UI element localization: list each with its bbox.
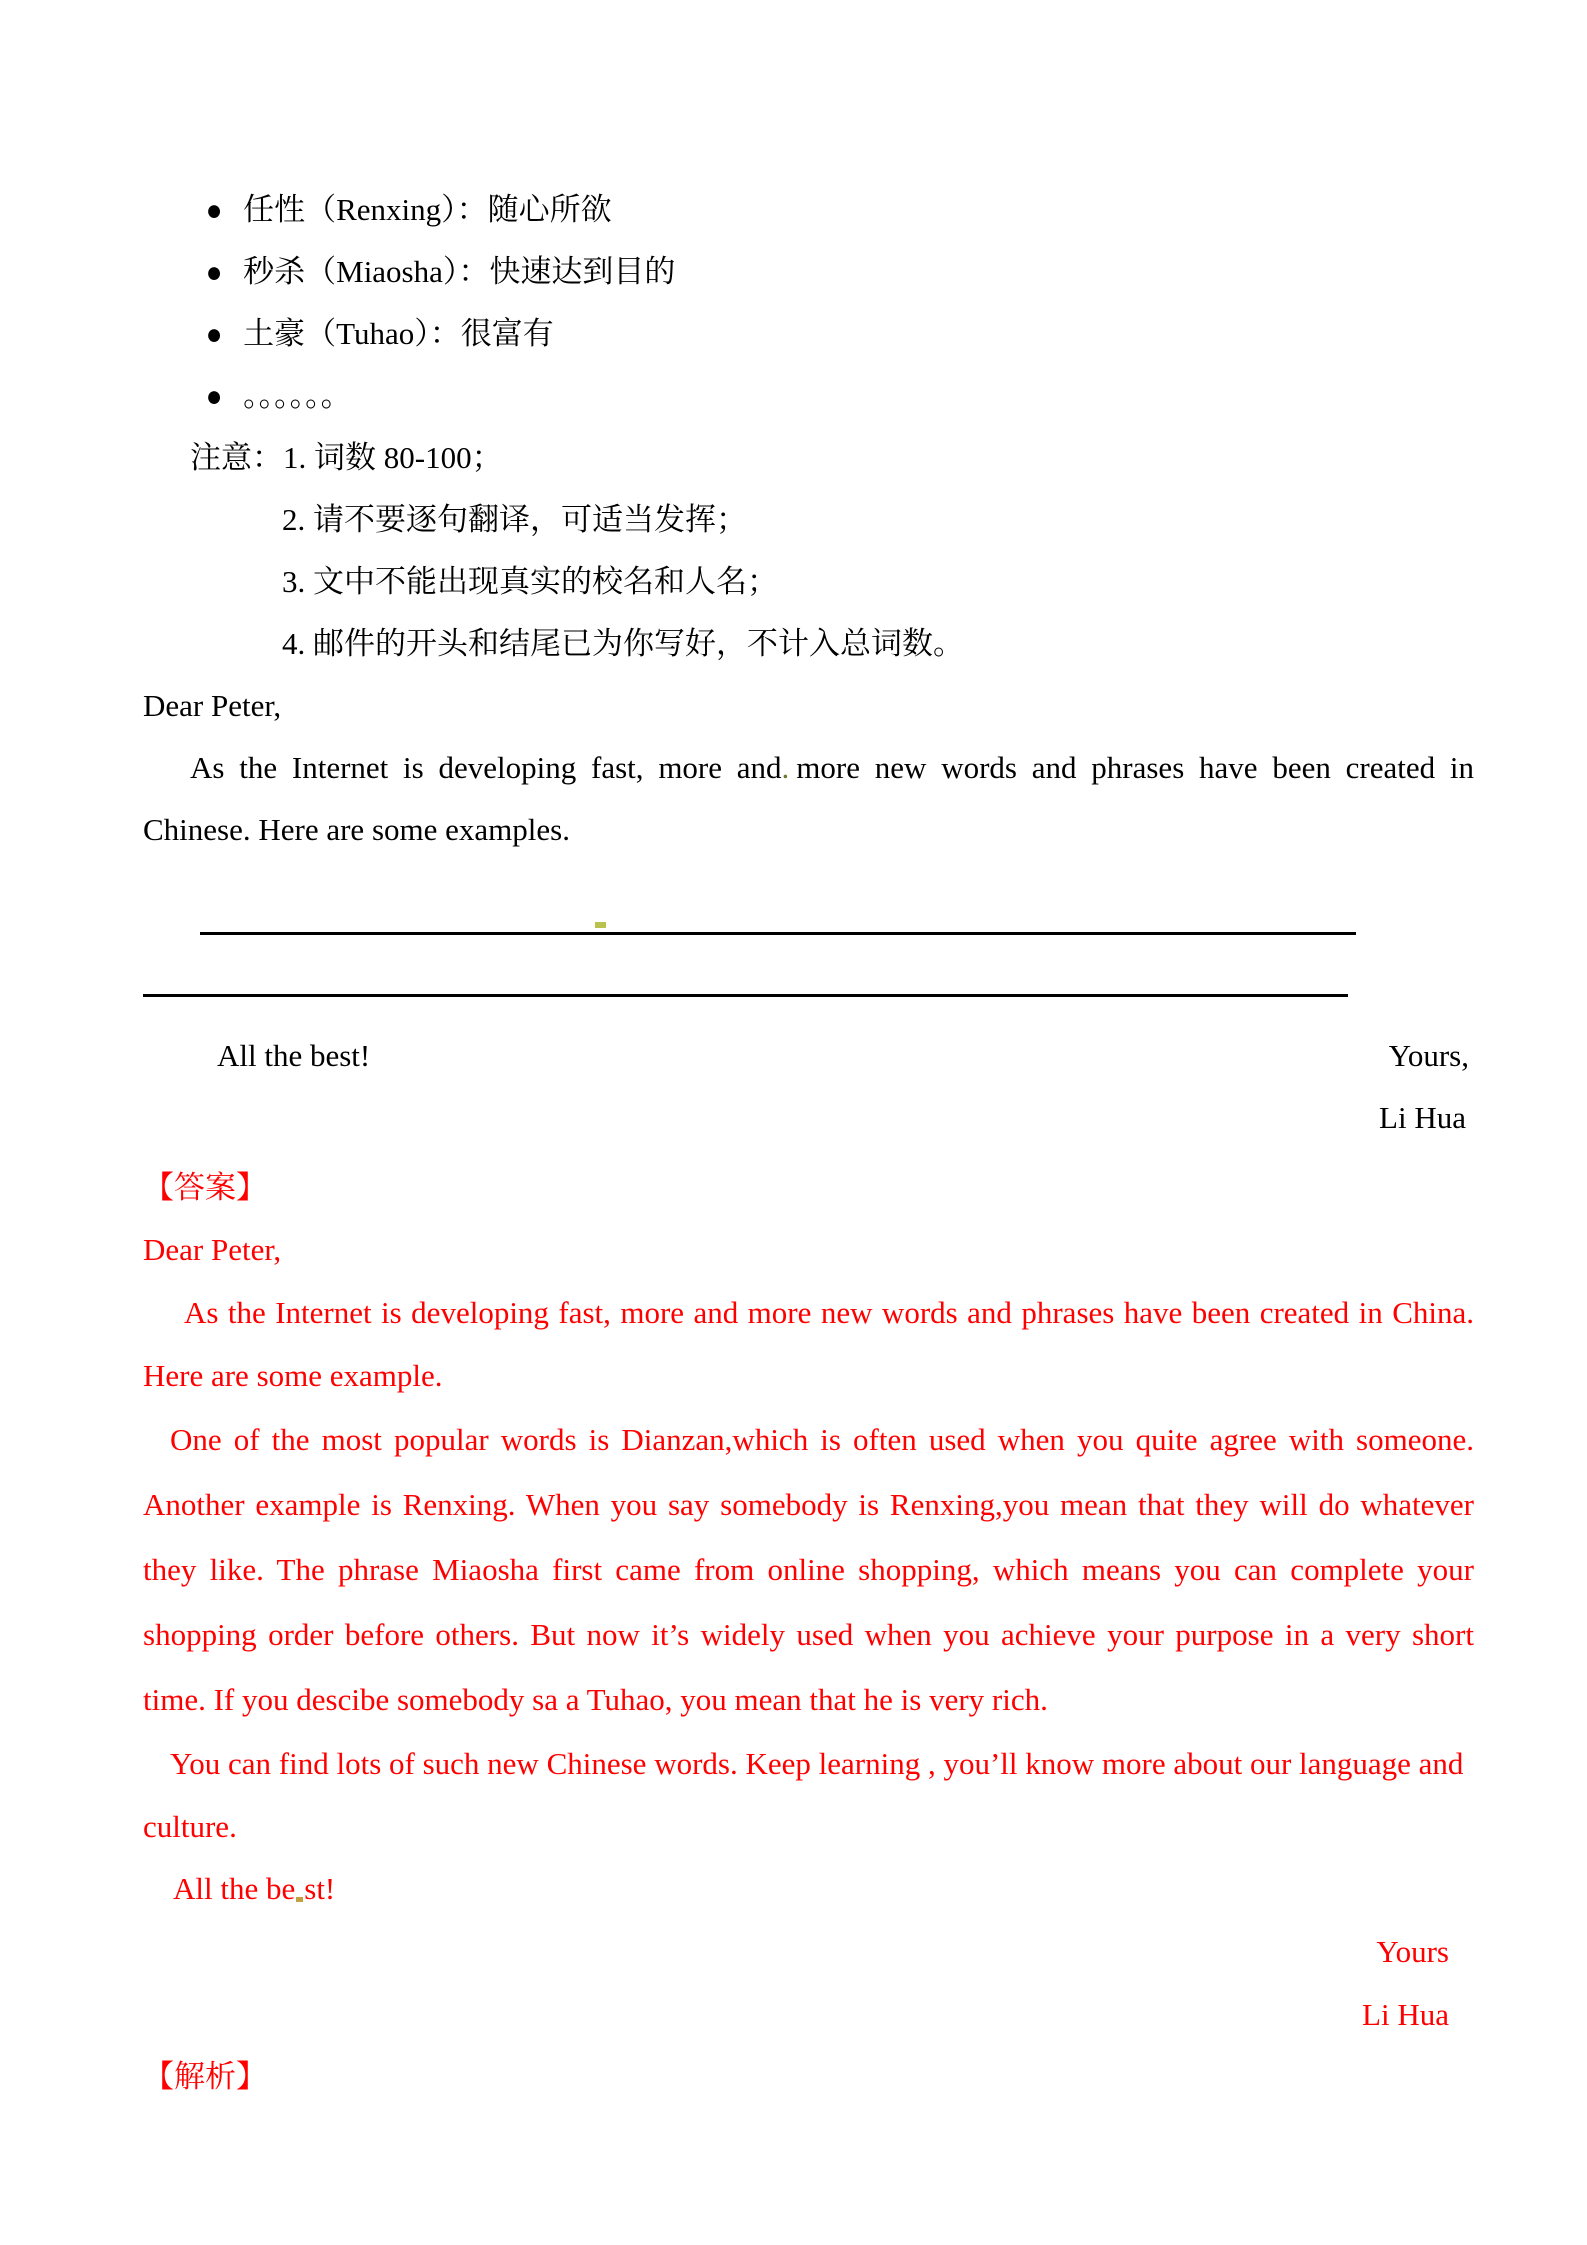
letter-body-text: more new words and phrases have been created in Chinese. Here are some examples. [143,750,1474,847]
answer-header: 【答案】 [143,1170,267,1205]
notes-section [143,427,1474,675]
answer-yours: Yours [1376,1934,1449,1969]
note-line [143,427,1474,489]
note-text: 1. 词数 80-100； [283,440,503,475]
letter-closing-row [143,1025,1474,1087]
vocab-text: 土豪（Tuhao）：很富有 [243,316,554,351]
vocab-text: 秒杀（Miaosha）：快速达到目的 [243,254,676,289]
list-item [205,179,1474,241]
analysis-header: 【解析】 [143,2059,267,2094]
letter-salutation: Dear Peter, [143,688,282,723]
stray-mark [595,922,606,928]
answer-blank-line [143,935,1348,997]
vocab-text: 任性（Renxing）：随心所欲 [243,192,612,227]
bullet-icon: ● [205,194,223,227]
stray-dot: . [781,750,790,785]
letter-closing: All the best! [217,1038,371,1073]
letter-body-text: As the Internet is developing fast, more and [190,750,782,785]
answer-paragraph: As the Internet is developing fast, more and more new words and phrases have been created in China. Here are some example. [143,1295,1474,1393]
answer-signature: Li Hua [1362,1997,1449,2032]
answer-blank-line [200,873,1356,935]
letter-signature: Li Hua [1379,1100,1466,1135]
list-item [205,303,1474,365]
letter-yours: Yours, [1388,1038,1469,1073]
answer-closing-text: st! [304,1871,336,1906]
stray-mark [296,1897,303,1902]
notes-label: 注意： [190,440,283,475]
answer-paragraph: You can find lots of such new Chinese words. Keep learning , you’ll know more about our language and culture. [143,1746,1464,1844]
answer-closing [143,1858,1474,1920]
answer-closing-text: All the be [173,1871,296,1906]
note-line: 3. 文中不能出现真实的校名和人名； [282,564,778,599]
bullet-icon: ● [205,380,223,413]
list-item [205,241,1474,303]
list-item [205,365,1474,427]
vocab-text: 。。。。。。 [243,378,352,413]
letter-body [143,737,1474,861]
answer-salutation: Dear Peter, [143,1232,282,1267]
answer-section [143,1157,1474,2046]
vocab-list [143,179,1474,427]
bullet-icon: ● [205,318,223,351]
bullet-icon: ● [205,256,223,289]
note-line: 4. 邮件的开头和结尾已为你写好，不计入总词数。 [282,626,964,661]
answer-paragraph: One of the most popular words is Dianzan,which is often used when you quite agree with someone. Another example is Renxing. When you say somebody is Renxing,you mean that they will do whatever they like. The phrase Miaosha first came from online shopping, which means you can complete your shopping order before others. But now it’s widely used when you achieve your purpose in a very short time. If you descibe somebody sa a Tuhao, you mean that he is very rich. [143,1422,1474,1717]
note-line: 2. 请不要逐句翻译，可适当发挥； [282,502,747,537]
letter-template [143,675,1474,1149]
